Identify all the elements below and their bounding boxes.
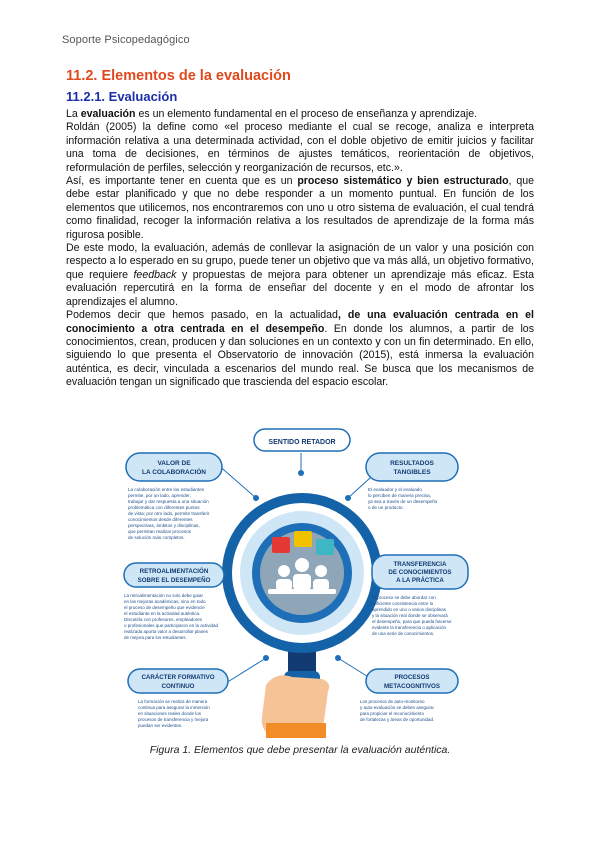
svg-text:realizada aporta valor a desar: realizada aporta valor a desarrollar planes (124, 629, 209, 634)
svg-text:lo perciben de manera precisa,: lo perciben de manera precisa, (368, 493, 432, 498)
figure-caption: Figura 1. Elementos que debe presentar la evaluación auténtica. (149, 744, 451, 756)
svg-text:Discutirla con profesores, emp: Discutirla con profesores, empleadores (124, 617, 203, 622)
svg-text:ya sea a través de un desempeñ: ya sea a través de un desempeño (368, 499, 438, 504)
svg-text:continua para asegurar la inme: continua para asegurar la inmersión (138, 705, 210, 710)
svg-text:el estudiante en la actividad: el estudiante en la actividad auténtica. (124, 611, 201, 616)
paragraph-5: Podemos decir que hemos pasado, en la actualidad, de una evaluación centrada en el conocimiento a otra centrada en el desempeño. En donde los alumnos, a partir de los conocimientos, crean, producen y dan soluciones en un contexto y con un fin determinado. En ello, siguiendo lo que presenta el Observatorio de innovación (2015), está inmersa la evaluación auténtica, es decir, vinculada a escenarios del mundo real. Se busca que los mecanismos de evaluación tengan un significado que trascienda del espacio escolar. (66, 309, 534, 389)
svg-text:o de un producto.: o de un producto. (368, 505, 404, 510)
item-transferencia (372, 555, 468, 636)
svg-text:TRANSFERENCIA: TRANSFERENCIA (393, 561, 447, 568)
svg-text:de vista; por otro lado, permi: de vista; por otro lado, permite transferir (128, 511, 210, 516)
subsection-title: 11.2.1. Evaluación (66, 89, 178, 104)
svg-text:puedan ser evidentes.: puedan ser evidentes. (138, 723, 183, 728)
svg-text:RESULTADOS: RESULTADOS (390, 460, 434, 467)
svg-text:LA COLABORACIÓN: LA COLABORACIÓN (141, 469, 207, 476)
svg-text:permite, por un lado, aprender: permite, por un lado, aprender, (128, 493, 191, 498)
item-valor-colaboracion (126, 453, 222, 540)
svg-text:aprendido en uno o varios disc: aprendido en uno o varios disciplinas (372, 607, 447, 612)
page-header: Soporte Psicopedagógico (62, 34, 190, 46)
svg-text:que permitan realizar procesos: que permitan realizar procesos (128, 529, 192, 534)
svg-text:o profesionales que participar: o profesionales que participaron en la actividad (124, 623, 219, 628)
svg-text:VALOR DE: VALOR DE (157, 460, 191, 467)
paragraph-2: Roldán (2005) la define como «el proceso mediante el cual se recoge, analiza e interpreta información relativa a una determinada actividad, con el doble objetivo de emitir juicios y facilitar una toma de decisiones, en términos de ajustes temáticos, reorientación de objetivos, reformulación de perfiles, selección y reorganización de recursos, etc.». (66, 121, 534, 174)
svg-text:A LA PRÁCTICA: A LA PRÁCTICA (396, 577, 444, 584)
svg-text:de fortalezas y áreas de oport: de fortalezas y áreas de oportunidad. (360, 717, 435, 722)
item-sentido-retador (254, 429, 350, 451)
item-resultados-tangibles (366, 453, 458, 510)
magnifier-handle (262, 645, 329, 738)
svg-text:problemática con diferentes pu: problemática con diferentes puntos (128, 505, 200, 510)
svg-text:trabajar y dar respuesta a una: trabajar y dar respuesta a una situación (128, 499, 209, 504)
svg-text:el desempeño, para que pueda h: el desempeño, para que pueda hacerse (372, 619, 452, 624)
svg-text:La retroalimentación no solo d: La retroalimentación no solo debe guiar (124, 593, 204, 598)
paragraph-3: Así, es importante tener en cuenta que es un proceso sistemático y bien estructurado, que debe estar planificado y que no debe responder a un momento puntual. En función de los elementos que utilicemos, nos encontraremos con uno u otro sistema de evaluación, el cual tendrá como finalidad, recoger la información relativa a los resultados de aprendizaje de la forma más rigurosa posible. (66, 175, 534, 241)
svg-text:suficiente consistencia entre: suficiente consistencia entre lo (372, 601, 434, 606)
svg-text:SOBRE EL DESEMPEÑO: SOBRE EL DESEMPEÑO (137, 577, 211, 584)
svg-text:CARÁCTER FORMATIVO: CARÁCTER FORMATIVO (141, 674, 215, 681)
svg-text:para propiciar el reconocimien: para propiciar el reconocimiento (360, 711, 425, 716)
item-procesos-metacognitivos (360, 669, 458, 722)
svg-text:de solución más completos.: de solución más completos. (128, 535, 185, 540)
magnifier-lens (222, 493, 382, 653)
svg-text:de una serie de conocimientos.: de una serie de conocimientos. (372, 631, 435, 636)
svg-text:evidente la transferencia o ap: evidente la transferencia o aplicación (372, 625, 447, 630)
paragraph-4: De este modo, la evaluación, además de conllevar la asignación de un valor y una posición con respecto a lo esperado en su grupo, puede tener un objetivo que va más allá, un objetivo formativo, que requiere feedback y propuestas de mejora para obtener un aprendizaje más eficaz. Esta evaluación repercutirá en la forma de enseñar del docente y en el modo de afrontar los aprendizajes el alumno. (66, 242, 534, 308)
svg-text:el proceso de desempeño que ev: el proceso de desempeño que evidencie (124, 605, 205, 610)
svg-text:La colaboración entre los estu: La colaboración entre los estudiantes (128, 487, 205, 492)
svg-text:Los procesos de auto-monitoreo: Los procesos de auto-monitoreo (360, 699, 425, 704)
svg-text:en las mejoras académicas, sin: en las mejoras académicas, sino en todo (124, 599, 206, 604)
paragraph-1: La evaluación es un elemento fundamental en el proceso de enseñanza y aprendizaje. (66, 108, 478, 120)
svg-text:La formación se realiza de man: La formación se realiza de manera (138, 699, 208, 704)
svg-text:CONTINUO: CONTINUO (161, 683, 195, 690)
svg-text:y la situación real donde se o: y la situación real donde se observará (372, 613, 448, 618)
svg-text:El proceso se debe abordar con: El proceso se debe abordar con (372, 595, 436, 600)
document-body (66, 68, 534, 390)
svg-text:de mejora para los estudiantes: de mejora para los estudiantes. (124, 635, 187, 640)
svg-text:METACOGNITIVOS: METACOGNITIVOS (384, 683, 440, 690)
section-title: 11.2. Elementos de la evaluación (66, 68, 291, 84)
svg-text:RETROALIMENTACIÓN: RETROALIMENTACIÓN (139, 568, 209, 575)
item-retroalimentacion (124, 563, 224, 640)
svg-text:conocimientos desde diferentes: conocimientos desde diferentes (128, 517, 193, 522)
svg-text:procesos de transferencia y me: procesos de transferencia y mejora (138, 717, 209, 722)
svg-text:y auto-evaluación se deben ase: y auto-evaluación se deben asegurar (360, 705, 435, 710)
svg-text:SENTIDO RETADOR: SENTIDO RETADOR (268, 439, 336, 446)
svg-text:en situaciones reales donde lo: en situaciones reales donde los (138, 711, 202, 716)
item-caracter-formativo (128, 669, 228, 728)
svg-text:perspectivas, ámbitos y discip: perspectivas, ámbitos y disciplinas, (128, 523, 200, 528)
svg-text:TANGIBLES: TANGIBLES (393, 469, 431, 476)
figure-authentic-evaluation (116, 423, 486, 738)
infographic (116, 423, 486, 738)
svg-text:DE CONOCIMIENTOS: DE CONOCIMIENTOS (388, 569, 452, 576)
svg-text:El evaluador y el evaluado: El evaluador y el evaluado (368, 487, 422, 492)
svg-text:PROCESOS: PROCESOS (394, 674, 430, 681)
